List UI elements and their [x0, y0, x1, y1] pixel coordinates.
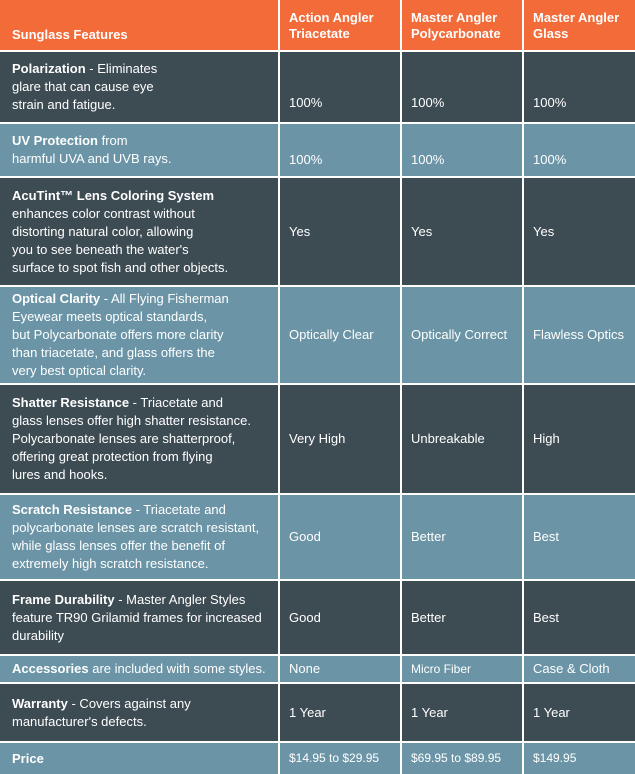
value-text: Optically Clear	[289, 327, 374, 342]
header-col1-line1: Action Angler	[289, 10, 374, 25]
value-cell	[402, 124, 522, 176]
row-frame-durability	[0, 581, 635, 654]
feature-cell	[0, 385, 278, 493]
header-features	[0, 0, 278, 50]
feature-cell	[0, 124, 278, 176]
feature-cell	[0, 495, 278, 579]
value-text: Yes	[289, 223, 311, 239]
row-warranty	[0, 684, 635, 741]
feature-description: while glass lenses offer the benefit of	[12, 538, 225, 553]
value-text: $69.95 to $89.95	[411, 750, 502, 765]
value-cell	[280, 52, 400, 122]
value-text: 1 Year	[411, 704, 448, 720]
value-cell	[280, 287, 400, 383]
feature-title: Polarization	[12, 61, 86, 76]
feature-description: feature TR90 Grilamid frames for increased	[12, 609, 262, 625]
feature-title: Scratch Resistance	[12, 502, 132, 517]
feature-description: from	[97, 133, 128, 148]
value-cell	[524, 52, 635, 122]
value-cell	[402, 581, 522, 654]
value-text: Very High	[289, 431, 346, 446]
feature-cell	[0, 743, 278, 774]
value-text: 100%	[289, 152, 323, 167]
value-cell	[280, 385, 400, 493]
row-shatter-resistance	[0, 385, 635, 493]
feature-title: Accessories	[12, 661, 89, 676]
value-text: 100%	[411, 152, 445, 167]
feature-description: - Triacetate and	[131, 502, 226, 517]
feature-description: - Master Angler Styles	[114, 591, 246, 607]
value-cell	[280, 656, 400, 682]
feature-description: distorting natural color, allowing	[12, 223, 194, 239]
feature-description: - Covers against any	[67, 695, 191, 711]
value-text: Case & Cloth	[533, 661, 610, 676]
value-text: Optically Correct	[411, 327, 508, 342]
value-cell	[402, 287, 522, 383]
value-cell	[402, 52, 522, 122]
header-features-label: Sunglass Features	[12, 27, 128, 42]
feature-cell	[0, 684, 278, 741]
value-text: Best	[533, 609, 560, 625]
value-text: Flawless Optics	[533, 327, 625, 342]
value-cell	[524, 656, 635, 682]
feature-cell	[0, 178, 278, 285]
value-text: Micro Fiber	[411, 662, 472, 676]
value-cell	[402, 495, 522, 579]
value-cell	[524, 287, 635, 383]
feature-description: you to see beneath the water's	[12, 241, 189, 257]
header-col1-line2: Triacetate	[289, 26, 350, 41]
feature-description: than triacetate, and glass offers the	[12, 345, 215, 360]
value-cell	[524, 684, 635, 741]
row-polarization	[0, 52, 635, 122]
value-cell	[524, 581, 635, 654]
feature-description: - Triacetate and	[129, 395, 224, 410]
feature-description: Eyewear meets optical standards,	[12, 309, 208, 324]
value-cell	[524, 124, 635, 176]
feature-title: Optical Clarity	[12, 291, 101, 306]
feature-description: durability	[12, 627, 65, 643]
value-text: Better	[411, 529, 446, 544]
value-cell	[524, 495, 635, 579]
feature-cell	[0, 287, 278, 383]
value-cell	[280, 124, 400, 176]
row-acutint	[0, 178, 635, 285]
value-text: High	[533, 431, 560, 446]
value-cell	[280, 684, 400, 741]
feature-description: glass lenses offer high shatter resistance.	[12, 413, 251, 428]
row-accessories	[0, 656, 635, 682]
row-scratch-resistance	[0, 495, 635, 579]
feature-title: Warranty	[12, 695, 68, 711]
value-text: Unbreakable	[411, 431, 485, 446]
header-col2-line1: Master Angler	[411, 10, 498, 25]
feature-description: lures and hooks.	[12, 467, 108, 482]
feature-title: Price	[12, 750, 44, 766]
feature-description: polycarbonate lenses are scratch resistant,	[12, 520, 260, 535]
feature-cell	[0, 656, 278, 682]
value-text: Yes	[411, 223, 433, 239]
value-text: Good	[289, 529, 321, 544]
value-text: 100%	[533, 152, 567, 167]
value-text: $149.95	[533, 750, 577, 765]
value-text: 1 Year	[533, 704, 570, 720]
feature-title: AcuTint™ Lens Coloring System	[12, 187, 215, 203]
value-text: Best	[533, 529, 560, 544]
value-text: $14.95 to $29.95	[289, 750, 380, 765]
feature-description: harmful UVA and UVB rays.	[12, 151, 172, 166]
value-text: 100%	[533, 95, 567, 110]
feature-cell	[0, 581, 278, 654]
feature-description: strain and fatigue.	[12, 97, 116, 112]
header-col3-line2: Glass	[533, 26, 569, 41]
feature-description: are included with some styles.	[88, 661, 266, 676]
feature-description: enhances color contrast without	[12, 205, 195, 221]
feature-description: surface to spot fish and other objects.	[12, 259, 229, 275]
value-text: None	[289, 661, 321, 676]
feature-description: - All Flying Fisherman	[100, 291, 229, 306]
feature-description: manufacturer's defects.	[12, 713, 147, 729]
feature-cell	[0, 52, 278, 122]
value-cell	[280, 743, 400, 774]
feature-description: glare that can cause eye	[12, 79, 154, 94]
value-cell	[280, 178, 400, 285]
row-optical-clarity	[0, 287, 635, 383]
value-cell	[402, 684, 522, 741]
feature-description: offering great protection from flying	[12, 449, 213, 464]
feature-description: - Eliminates	[85, 61, 158, 76]
value-cell	[524, 178, 635, 285]
value-cell	[402, 743, 522, 774]
feature-description: but Polycarbonate offers more clarity	[12, 327, 224, 342]
header-col2-line2: Polycarbonate	[411, 26, 501, 41]
feature-description: extremely high scratch resistance.	[12, 556, 209, 571]
header-master-angler-glass	[524, 0, 635, 50]
value-cell	[402, 656, 522, 682]
value-text: 100%	[411, 95, 445, 110]
row-price	[0, 743, 635, 774]
value-text: Good	[289, 609, 321, 625]
value-text: 100%	[289, 95, 323, 110]
value-cell	[280, 495, 400, 579]
feature-title: Frame Durability	[12, 591, 115, 607]
value-cell	[524, 743, 635, 774]
feature-description: very best optical clarity.	[12, 363, 147, 378]
feature-title: Shatter Resistance	[12, 395, 130, 410]
value-text: Yes	[533, 223, 555, 239]
value-cell	[524, 385, 635, 493]
header-master-angler-polycarbonate	[402, 0, 522, 50]
row-uv-protection	[0, 124, 635, 176]
value-cell	[402, 385, 522, 493]
feature-title: UV Protection	[12, 133, 98, 148]
value-text: 1 Year	[289, 704, 326, 720]
value-cell	[280, 581, 400, 654]
value-cell	[402, 178, 522, 285]
value-text: Better	[411, 609, 446, 625]
header-action-angler	[280, 0, 400, 50]
feature-description: Polycarbonate lenses are shatterproof,	[12, 431, 236, 446]
header-col3-line1: Master Angler	[533, 10, 620, 25]
